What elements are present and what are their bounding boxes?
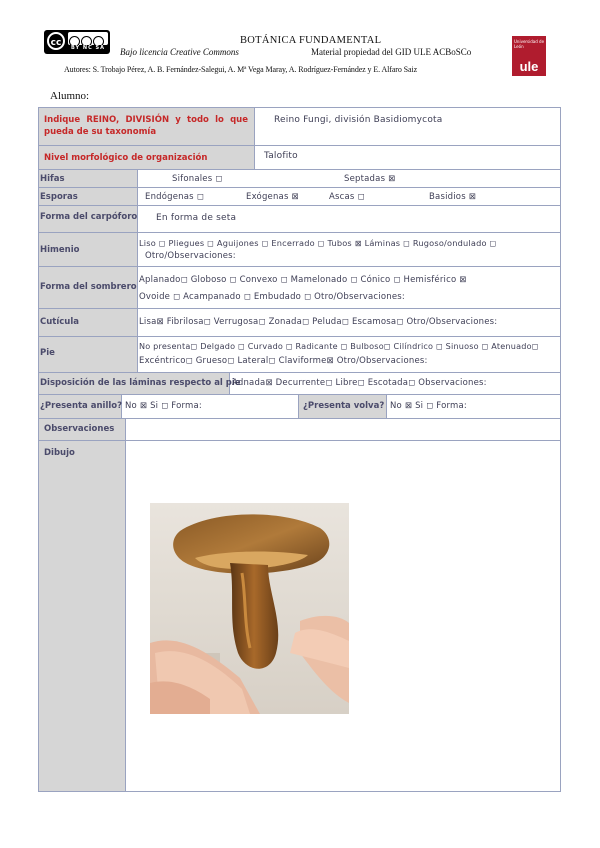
volva-label: ¿Presenta volva? <box>303 401 385 411</box>
observaciones-label: Observaciones <box>44 424 115 434</box>
himenio-options[interactable]: Liso ◻ Pliegues ◻ Aguijones ◻ Encerrado ◻ Tubos ⊠ Láminas ◻ Rugoso/ondulado ◻ <box>139 238 497 248</box>
observaciones-field[interactable] <box>126 419 560 440</box>
carpoforo-value[interactable]: En forma de seta <box>156 213 237 223</box>
esporas-option-endogenas[interactable]: Endógenas ◻ <box>145 192 204 202</box>
carpoforo-label: Forma del carpóforo <box>40 212 138 222</box>
hifas-label: Hifas <box>40 174 65 184</box>
laminas-label: Disposición de las láminas respecto al pie <box>40 378 241 388</box>
creative-commons-logo <box>44 30 110 54</box>
himenio-label: Himenio <box>40 245 80 255</box>
cc-icon: cc <box>47 32 65 50</box>
esporas-label: Esporas <box>40 192 78 202</box>
laminas-options[interactable]: Adnada⊠ Decurrente◻ Libre◻ Escotada◻ Observaciones: <box>232 378 487 388</box>
hifas-option-septadas[interactable]: Septadas ⊠ <box>344 174 396 184</box>
pie-label: Pie <box>40 348 55 358</box>
mushroom-photo <box>150 503 349 714</box>
course-title: BOTÁNICA FUNDAMENTAL <box>240 35 382 46</box>
taxonomy-label: Indique REINO, DIVISIÓN y todo lo que pueda de su taxonomía <box>44 115 248 137</box>
esporas-option-basidios[interactable]: Basidios ⊠ <box>429 192 477 202</box>
license-icons <box>68 32 108 45</box>
cuticula-options[interactable]: Lisa⊠ Fibrilosa◻ Verrugosa◻ Zonada◻ Peluda◻ Escamosa◻ Otro/Observaciones: <box>139 317 498 327</box>
taxonomy-value[interactable]: Reino Fungi, división Basidiomycota <box>274 115 443 125</box>
morph-level-value[interactable]: Talofito <box>264 151 298 161</box>
himenio-observations[interactable]: Otro/Observaciones: <box>145 251 236 261</box>
ule-logo <box>512 36 546 76</box>
authors-text: Autores: S. Trobajo Pérez, A. B. Fernández-Salegui, A. Mª Vega Maray, A. Rodríguez-Fernández y E. Alfaro Saiz <box>64 65 418 74</box>
sombrero-label: Forma del sombrero <box>40 282 137 292</box>
pie-options-2[interactable]: Excéntrico◻ Grueso◻ Lateral◻ Claviforme⊠ Otro/Observaciones: <box>139 356 428 366</box>
esporas-option-exogenas[interactable]: Exógenas ⊠ <box>246 192 299 202</box>
volva-options[interactable]: No ⊠ Si ◻ Forma: <box>390 401 467 411</box>
pie-options-1[interactable]: No presenta◻ Delgado ◻ Curvado ◻ Radicante ◻ Bulboso◻ Cilíndrico ◻ Sinuoso ◻ Atenuado◻ <box>139 341 539 351</box>
ownership-label: Material propiedad del GID ULE ACBoSCo <box>311 47 472 57</box>
ule-subtitle: Universidad de León <box>514 39 545 49</box>
dibujo-label: Dibujo <box>44 448 75 458</box>
sombrero-options-2[interactable]: Ovoide ◻ Acampanado ◻ Embudado ◻ Otro/Observaciones: <box>139 292 405 302</box>
ule-text: ule <box>512 58 546 76</box>
morph-level-label: Nivel morfológico de organización <box>44 153 208 163</box>
hifas-option-sifonales[interactable]: Sifonales ◻ <box>172 174 223 184</box>
anillo-label: ¿Presenta anillo? <box>40 401 123 411</box>
cuticula-label: Cutícula <box>40 317 80 327</box>
esporas-option-ascas[interactable]: Ascas ◻ <box>329 192 365 202</box>
student-label: Alumno: <box>50 90 90 102</box>
anillo-options[interactable]: No ⊠ Si ◻ Forma: <box>125 401 202 411</box>
license-text: Bajo licencia Creative Commons <box>120 47 239 57</box>
sombrero-options-1[interactable]: Aplanado◻ Globoso ◻ Convexo ◻ Mamelonado ◻ Cónico ◻ Hemisférico ⊠ <box>139 275 467 285</box>
cc-letters: BY NC SA <box>71 45 105 51</box>
ownership-text <box>311 47 471 57</box>
